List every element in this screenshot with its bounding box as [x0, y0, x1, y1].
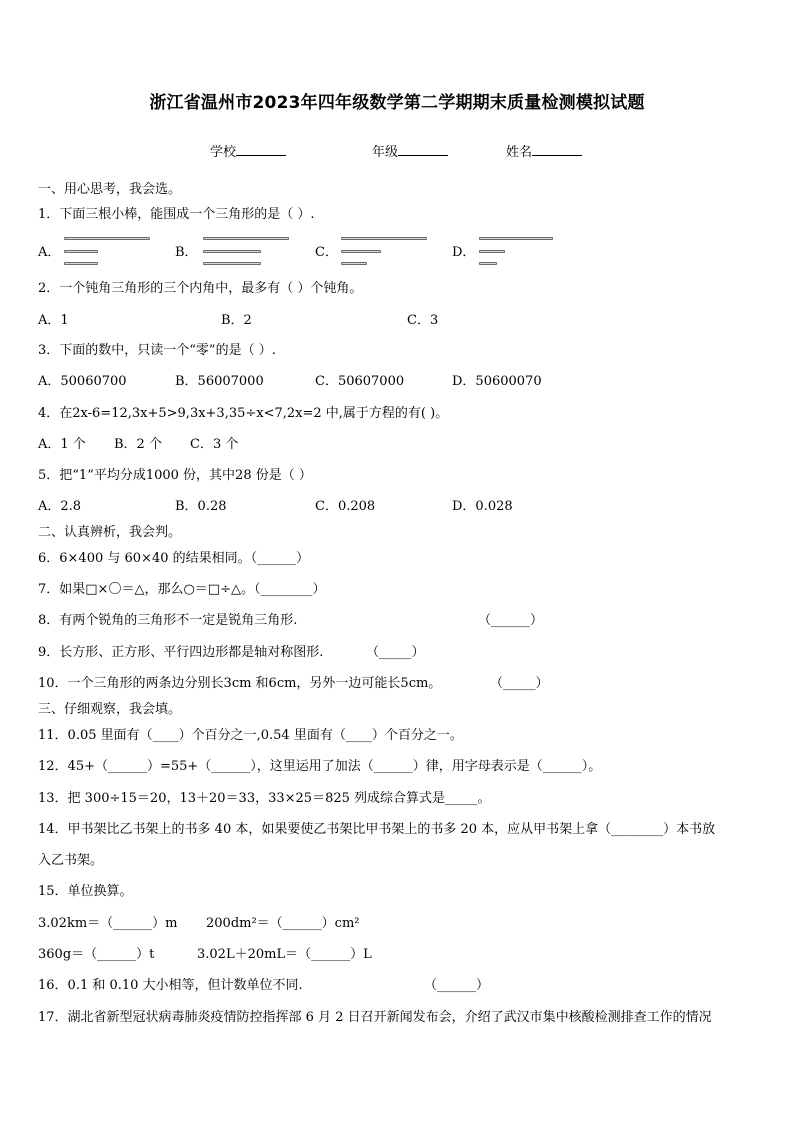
- q5-option-a[interactable]: A．2.8: [38, 499, 82, 514]
- q4-option-c[interactable]: C．3 个: [190, 437, 239, 452]
- question-12: 12．45+（______）=55+（______），这里运用了加法（______）律，用字母表示是（______）。: [38, 759, 602, 774]
- question-4: 4．在2x-6=12,3x+5>9,3x+3,35÷x<7,2x=2 中,属于方程的有( )。: [38, 406, 449, 421]
- stick-icon: [64, 250, 98, 253]
- q2-option-a[interactable]: A．1: [38, 313, 69, 328]
- section-3-heading: 三、仔细观察，我会填。: [38, 702, 182, 717]
- stick-icon: [341, 250, 381, 253]
- question-5: 5．把“1”平均分成1000 份，其中28 份是（ ）: [38, 468, 312, 483]
- page-title: 浙江省温州市2023年四年级数学第二学期期末质量检测模拟试题: [149, 93, 645, 113]
- question-15: 15．单位换算。: [38, 884, 133, 899]
- q1-option-b[interactable]: B．: [175, 245, 198, 260]
- question-14-line-2: 入乙书架。: [38, 853, 104, 868]
- q16-answer-blank[interactable]: （______）: [424, 978, 490, 993]
- q4-option-b[interactable]: B．2 个: [114, 437, 162, 452]
- q5-option-c[interactable]: C．0.208: [315, 499, 376, 514]
- q2-option-c[interactable]: C．3: [407, 313, 439, 328]
- question-2: 2．一个钝角三角形的三个内角中，最多有（ ）个钝角。: [38, 281, 363, 296]
- school-field[interactable]: [210, 141, 286, 160]
- stick-icon: [479, 262, 497, 265]
- question-15-a: 3.02km＝（______）m: [38, 916, 178, 931]
- name-label: 姓名: [506, 145, 533, 160]
- question-13: 13．把 300÷15＝20，13＋20＝33，33×25＝825 列成综合算式是_____。: [38, 791, 491, 806]
- question-14-line-1: 14．甲书架比乙书架上的书多 40 本，如果要使乙书架比甲书架上的书多 20 本，应从甲书架上拿（________）本书放: [38, 822, 716, 837]
- name-field[interactable]: [506, 141, 582, 160]
- question-15-b: 200dm²＝（______）cm²: [206, 916, 360, 931]
- stick-icon: [64, 262, 98, 265]
- grade-blank[interactable]: [398, 143, 448, 156]
- q3-option-b[interactable]: B．56007000: [175, 374, 264, 389]
- school-label: 学校: [210, 145, 237, 160]
- q9-answer-blank[interactable]: （_____）: [366, 645, 425, 660]
- question-3: 3．下面的数中，只读一个“零”的是（ ）.: [38, 343, 276, 358]
- question-15-c: 360g＝（______）t: [38, 947, 155, 962]
- stick-icon: [479, 237, 553, 240]
- grade-label: 年级: [372, 145, 399, 160]
- section-1-heading: 一、用心思考，我会选。: [38, 182, 182, 197]
- question-1: 1．下面三根小棒，能围成一个三角形的是（ ）.: [38, 207, 315, 222]
- q5-option-b[interactable]: B．0.28: [175, 499, 227, 514]
- q8-answer-blank[interactable]: （______）: [478, 613, 544, 628]
- stick-icon: [341, 262, 367, 265]
- school-blank[interactable]: [236, 143, 286, 156]
- q3-option-c[interactable]: C．50607000: [315, 374, 405, 389]
- stick-icon: [203, 250, 261, 253]
- q2-option-b[interactable]: B．2: [221, 313, 252, 328]
- grade-field[interactable]: [372, 141, 448, 160]
- name-blank[interactable]: [532, 143, 582, 156]
- question-8: 8．有两个锐角的三角形不一定是锐角三角形.: [38, 613, 298, 628]
- section-2-heading: 二、认真辨析，我会判。: [38, 525, 182, 540]
- question-6: 6．6×400 与 60×40 的结果相同。（______）: [38, 551, 310, 566]
- stick-icon: [203, 262, 261, 265]
- q1-option-d[interactable]: D．: [452, 245, 476, 260]
- stick-icon: [203, 237, 289, 240]
- question-9: 9．长方形、正方形、平行四边形都是轴对称图形.: [38, 645, 324, 660]
- q5-option-d[interactable]: D．0.028: [452, 499, 513, 514]
- question-17: 17．湖北省新型冠状病毒肺炎疫情防控指挥部 6 月 2 日召开新闻发布会，介绍了武汉市集中核酸检测排查工作的情况: [38, 1010, 712, 1025]
- q1-option-c[interactable]: C．: [315, 245, 338, 260]
- q3-option-d[interactable]: D．50600070: [452, 374, 542, 389]
- question-10: 10．一个三角形的两条边分别长3cm 和6cm，另外一边可能长5cm。: [38, 676, 442, 691]
- stick-icon: [341, 237, 427, 240]
- question-11: 11．0.05 里面有（____）个百分之一,0.54 里面有（____）个百分之一。: [38, 728, 463, 743]
- q10-answer-blank[interactable]: （_____）: [490, 676, 549, 691]
- stick-icon: [479, 250, 505, 253]
- q1-option-a[interactable]: A．: [38, 245, 61, 260]
- question-15-d: 3.02L＋20mL＝（______）L: [197, 947, 372, 962]
- q3-option-a[interactable]: A．50060700: [38, 374, 127, 389]
- q4-option-a[interactable]: A．1 个: [38, 437, 86, 452]
- question-7: 7．如果□×〇＝△，那么○＝□÷△。（________）: [38, 582, 326, 597]
- question-16: 16．0.1 和 0.10 大小相等，但计数单位不同.: [38, 978, 303, 993]
- stick-icon: [64, 237, 150, 240]
